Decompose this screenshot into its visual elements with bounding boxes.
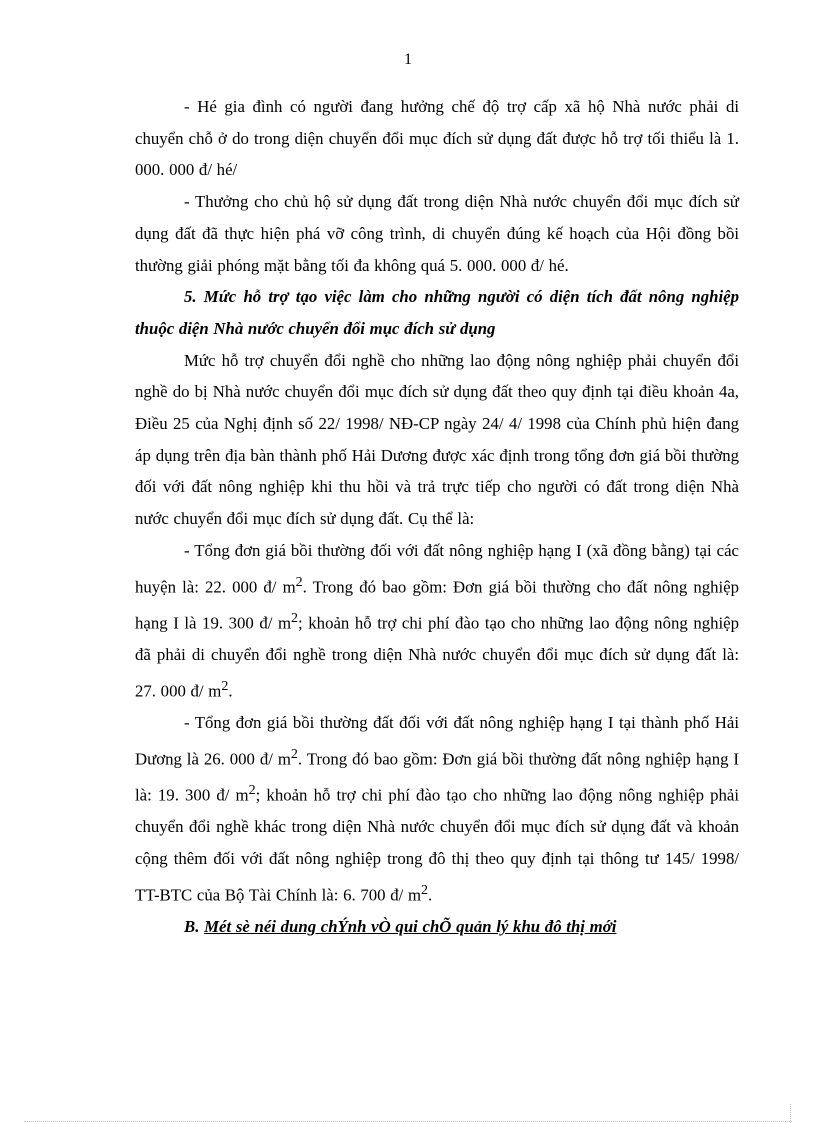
superscript: 2 [421, 882, 429, 898]
superscript: 2 [295, 574, 303, 590]
heading-b-prefix: B. [184, 917, 205, 937]
superscript: 2 [221, 678, 229, 694]
text-segment: - Tổng đơn giá bồi thường đất đối với đất nông nghiệp hạng I tại thành phố Hải Dương là 26. 000 đ/ m [135, 713, 739, 769]
page-number: 1 [404, 51, 412, 68]
document-body [135, 91, 739, 943]
page-bottom-border [24, 1121, 792, 1122]
heading-b-text: Mét sè néi dung chÝnh vÒ qui chÕ quản lý khu đô thị mới [204, 917, 617, 937]
text-segment: ; khoản hỗ trợ chi phí đào tạo cho những lao động nông nghiệp đã phải di chuyển đổi nghề trong diện Nhà nước chuyển đổi mục đích sử dụng đất là: 27. 000 đ/ m [135, 613, 739, 701]
text-segment: ; khoản hỗ trợ chi phí đào tạo cho những lao động nông nghiệp phải chuyển đổi nghề khác trong diện Nhà nước chuyển đổi mục đích sử dụng đất và khoản cộng thêm đối với đất nông nghiệp trong đô thị theo quy định tại thông tư 145/ 1998/ TT-BTC của Bộ Tài Chính là: 6. 700 đ/ m [135, 785, 740, 905]
section-heading-5: 5. Mức hỗ trợ tạo việc làm cho những người có diện tích đất nông nghiệp thuộc diện Nhà nước chuyển đổi mục đích sử dụng [135, 287, 739, 338]
text-segment: . [428, 885, 433, 905]
superscript: 2 [248, 783, 256, 799]
paragraph-reward-owners: - Thưởng cho chủ hộ sử dụng đất trong diện Nhà nước chuyển đổi mục đích sử dụng đất đã thực hiện phá vỡ công trình, di chuyển đúng kế hoạch của Hội đồng bồi thường giải phóng mặt bằng tối đa không quá 5. 000. 000 đ/ hé. [135, 192, 739, 275]
superscript: 2 [290, 746, 298, 762]
text-segment: . Trong đó bao gồm: Đơn giá bồi thường cho đất nông nghiệp hạng I là 19. 300 đ/ m [135, 577, 739, 633]
section-heading-b [135, 911, 739, 943]
text-segment: . Trong đó bao gồm: Đơn giá bồi thường đất nông nghiệp hạng I là: 19. 300 đ/ m [135, 749, 739, 805]
text-segment: . [228, 681, 233, 701]
text-segment: - Tổng đơn giá bồi thường đối với đất nông nghiệp hạng I (xã đồng bằng) tại các huyện là: 22. 000 đ/ m [135, 540, 739, 597]
paragraph-district-price [135, 535, 739, 707]
paragraph-support-households: - Hé gia đình có người đang hưởng chế độ trợ cấp xã hộ Nhà nước phải di chuyển chỗ ở do trong diện chuyển đổi mục đích sử dụng đất được hỗ trợ tối thiểu là 1. 000. 000 đ/ hé/ [135, 97, 739, 180]
superscript: 2 [291, 610, 299, 626]
paragraph-job-support: Mức hỗ trợ chuyển đổi nghề cho những lao động nông nghiệp phải chuyển đổi nghề do bị Nhà nước chuyển đổi mục đích sử dụng đất theo quy định tại điều khoản 4a, Điều 25 của Nghị định số 22/ 1998/ NĐ-CP ngày 24/ 4/ 1998 của Chính phủ hiện đang áp dụng trên địa bàn thành phố Hải Dương được xác định trong tổng đơn giá bồi thường đối với đất nông nghiệp khi thu hồi và trả trực tiếp cho người có đất trong diện Nhà nước chuyển đổi mục đích sử dụng đất. Cụ thể là: [135, 350, 739, 529]
paragraph-city-price [135, 707, 739, 911]
page-corner-mark [790, 1104, 792, 1123]
